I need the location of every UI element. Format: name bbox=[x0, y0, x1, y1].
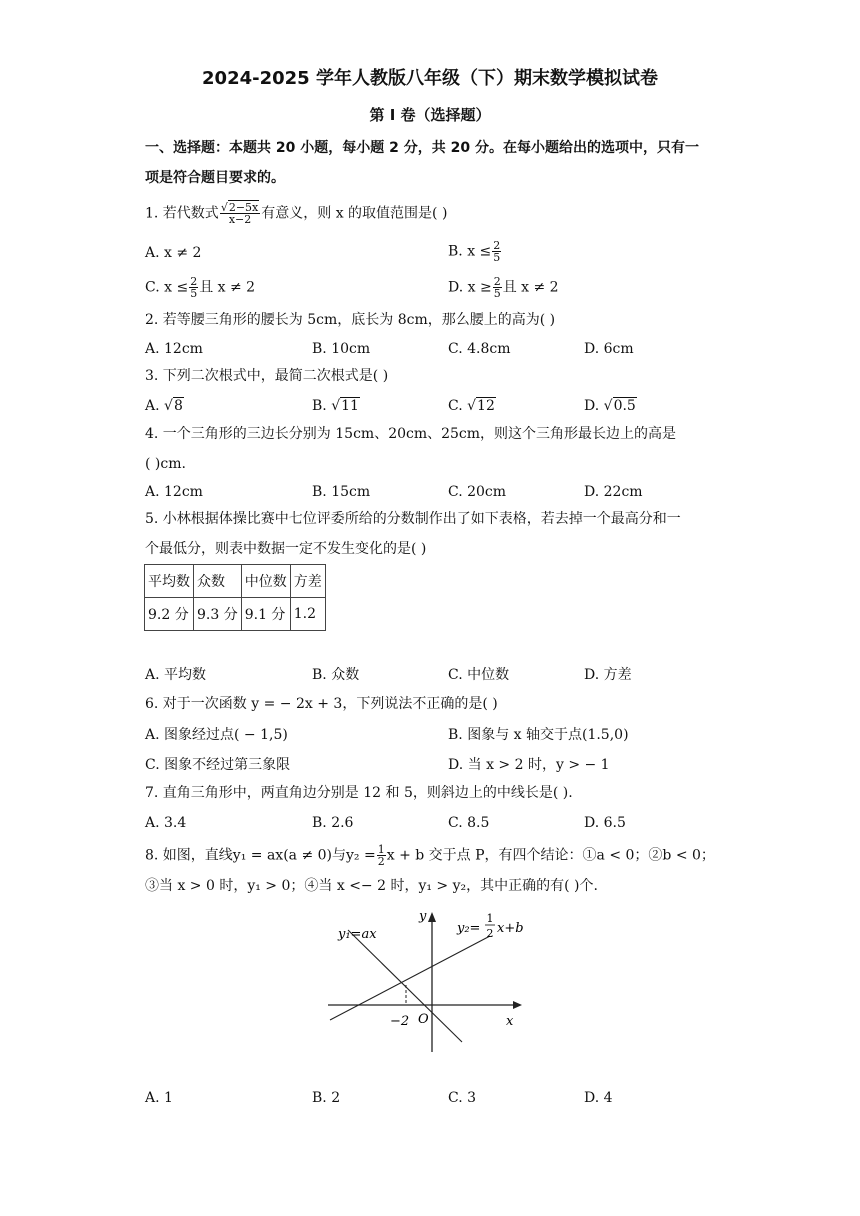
table-cell: 9.3 分 bbox=[194, 598, 242, 631]
q7-option-c: C. 8.5 bbox=[448, 815, 490, 831]
q3-b-label: B. bbox=[312, 398, 327, 414]
q1-c-den: 5 bbox=[190, 287, 198, 300]
origin-label: O bbox=[418, 1012, 429, 1027]
section-heading-line1: 一、选择题：本题共 20 小题，每小题 2 分，共 20 分。在每小题给出的选项中，只有一 bbox=[145, 140, 699, 156]
q8-fraction bbox=[377, 844, 386, 867]
section-heading-line2: 项是符合题目要求的。 bbox=[145, 170, 285, 186]
q1-c-text: C. x ≤ bbox=[145, 279, 189, 296]
y2-tail: x+b bbox=[497, 921, 524, 936]
q5-option-b: B. 众数 bbox=[312, 667, 360, 683]
q3-d-value: 0.5 bbox=[613, 398, 636, 414]
question-4-stem-line1: 4. 一个三角形的三边长分别为 15cm、20cm、25cm，则这个三角形最长边上的高是 bbox=[145, 426, 677, 442]
q2-option-d: D. 6cm bbox=[584, 341, 634, 357]
table-header-row bbox=[145, 565, 326, 598]
q3-c-label: C. bbox=[448, 398, 463, 414]
q1-d-den: 5 bbox=[493, 287, 501, 300]
q2-option-c: C. 4.8cm bbox=[448, 341, 511, 357]
y1-label: y₁=ax bbox=[338, 927, 377, 942]
q5-option-a: A. 平均数 bbox=[145, 667, 207, 683]
score-table bbox=[144, 564, 326, 631]
q8-option-c: C. 3 bbox=[448, 1090, 477, 1106]
q1-post: 有意义，则 x 的取值范围是( ) bbox=[261, 205, 448, 222]
y-axis-arrow-icon bbox=[428, 912, 436, 922]
table-header-cell: 方差 bbox=[290, 565, 325, 598]
question-5-stem-line2: 个最低分，则表中数据一定不发生变化的是( ) bbox=[145, 541, 427, 557]
q1-b-text: B. x ≤ bbox=[448, 243, 492, 260]
q1-d-tail: 且 x ≠ 2 bbox=[502, 279, 559, 296]
table-cell: 1.2 bbox=[290, 598, 325, 631]
q4-option-a: A. 12cm bbox=[145, 484, 203, 500]
q8-option-a: A. 1 bbox=[145, 1090, 173, 1106]
question-1-stem bbox=[145, 202, 447, 225]
q8-frac-num: 1 bbox=[377, 843, 385, 856]
q3-a-value: 8 bbox=[173, 398, 183, 414]
q3-option-a: A. √8 bbox=[145, 398, 183, 414]
question-7-stem: 7. 直角三角形中，两直角边分别是 12 和 5，则斜边上的中线长是( ). bbox=[145, 785, 573, 801]
q4-option-b: B. 15cm bbox=[312, 484, 371, 500]
y2-frac-den: 2 bbox=[486, 927, 494, 940]
q5-option-d: D. 方差 bbox=[584, 667, 632, 683]
part-title: 第 I 卷（选择题） bbox=[369, 106, 491, 124]
q1-fraction: $\frac{√2-5x}{x-2}$ bbox=[220, 201, 259, 226]
q3-a-label: A. bbox=[145, 398, 160, 414]
q8-option-b: B. 2 bbox=[312, 1090, 341, 1106]
q1-option-a: A. x ≠ 2 bbox=[145, 245, 202, 261]
question-8-stem-line1 bbox=[145, 844, 715, 867]
q3-option-c: C. √12 bbox=[448, 398, 495, 414]
q3-option-d: D. √0.5 bbox=[584, 398, 636, 414]
x-axis-label: x bbox=[506, 1014, 514, 1029]
y2-frac-num: 1 bbox=[486, 912, 494, 925]
q1-numerator: 2−5x bbox=[228, 201, 259, 214]
q5-option-c: C. 中位数 bbox=[448, 667, 510, 683]
q3-option-b: B. √11 bbox=[312, 398, 359, 414]
q1-d-fraction bbox=[493, 276, 502, 299]
q1-d-text: D. x ≥ bbox=[448, 279, 492, 296]
q6-option-c: C. 图象不经过第三象限 bbox=[145, 757, 291, 773]
q1-denominator: x−2 bbox=[228, 213, 252, 226]
q1-option-c bbox=[145, 276, 255, 299]
q3-d-label: D. bbox=[584, 398, 600, 414]
table-row bbox=[145, 598, 326, 631]
q6-option-a: A. 图象经过点( − 1,5) bbox=[145, 727, 288, 743]
table-header-cell: 众数 bbox=[194, 565, 242, 598]
q1-option-d bbox=[448, 276, 559, 299]
q4-option-d: D. 22cm bbox=[584, 484, 643, 500]
q8-stem-part1: 8. 如图，直线y₁ = ax(a ≠ 0)与y₂ = bbox=[145, 847, 376, 864]
tick-label: −2 bbox=[390, 1014, 410, 1029]
q7-option-a: A. 3.4 bbox=[145, 815, 187, 831]
q1-c-fraction bbox=[189, 276, 198, 299]
q3-b-value: 11 bbox=[341, 398, 359, 414]
q6-option-b: B. 图象与 x 轴交于点(1.5,0) bbox=[448, 727, 629, 743]
q8-frac-den: 2 bbox=[377, 855, 385, 868]
table-header-cell: 平均数 bbox=[145, 565, 194, 598]
q8-stem-part2: x + b 交于点 P，有四个结论：①a < 0；②b < 0； bbox=[386, 847, 715, 864]
q1-b-fraction bbox=[492, 240, 501, 263]
table-cell: 9.2 分 bbox=[145, 598, 194, 631]
q4-option-c: C. 20cm bbox=[448, 484, 507, 500]
q7-option-d: D. 6.5 bbox=[584, 815, 626, 831]
q1-b-den: 5 bbox=[493, 251, 501, 264]
question-8-stem-line2: ③当 x > 0 时，y₁ > 0；④当 x <− 2 时，y₁ > y₂，其中正确的有( )个. bbox=[145, 878, 598, 894]
question-6-stem: 6. 对于一次函数 y = − 2x + 3，下列说法不正确的是( ) bbox=[145, 696, 498, 712]
table-cell: 9.1 分 bbox=[241, 598, 290, 631]
q2-option-b: B. 10cm bbox=[312, 341, 371, 357]
q3-c-value: 12 bbox=[477, 398, 495, 414]
question-5-stem-line1: 5. 小林根据体操比赛中七位评委所给的分数制作出了如下表格，若去掉一个最高分和一 bbox=[145, 511, 681, 527]
question-4-stem-line2: ( )cm. bbox=[145, 456, 186, 472]
q1-c-num: 2 bbox=[190, 275, 198, 288]
page-title: 2024-2025 学年人教版八年级（下）期末数学模拟试卷 bbox=[202, 68, 658, 89]
question-2-stem: 2. 若等腰三角形的腰长为 5cm，底长为 8cm，那么腰上的高为( ) bbox=[145, 312, 556, 328]
q1-d-num: 2 bbox=[493, 275, 501, 288]
y2-label: y₂= bbox=[457, 921, 481, 936]
q7-option-b: B. 2.6 bbox=[312, 815, 354, 831]
q1-b-num: 2 bbox=[493, 239, 501, 252]
y-axis-label: y bbox=[419, 909, 427, 924]
q1-pre: 1. 若代数式 bbox=[145, 205, 219, 222]
q8-option-d: D. 4 bbox=[584, 1090, 613, 1106]
q1-option-b bbox=[448, 240, 502, 263]
table-header-cell: 中位数 bbox=[241, 565, 290, 598]
q1-c-tail: 且 x ≠ 2 bbox=[199, 279, 256, 296]
question-3-stem: 3. 下列二次根式中，最简二次根式是( ) bbox=[145, 368, 389, 384]
q6-option-d: D. 当 x > 2 时，y > − 1 bbox=[448, 757, 610, 773]
q2-option-a: A. 12cm bbox=[145, 341, 203, 357]
line-y2 bbox=[330, 936, 490, 1020]
x-axis-arrow-icon bbox=[513, 1001, 522, 1009]
function-graph bbox=[320, 904, 530, 1056]
